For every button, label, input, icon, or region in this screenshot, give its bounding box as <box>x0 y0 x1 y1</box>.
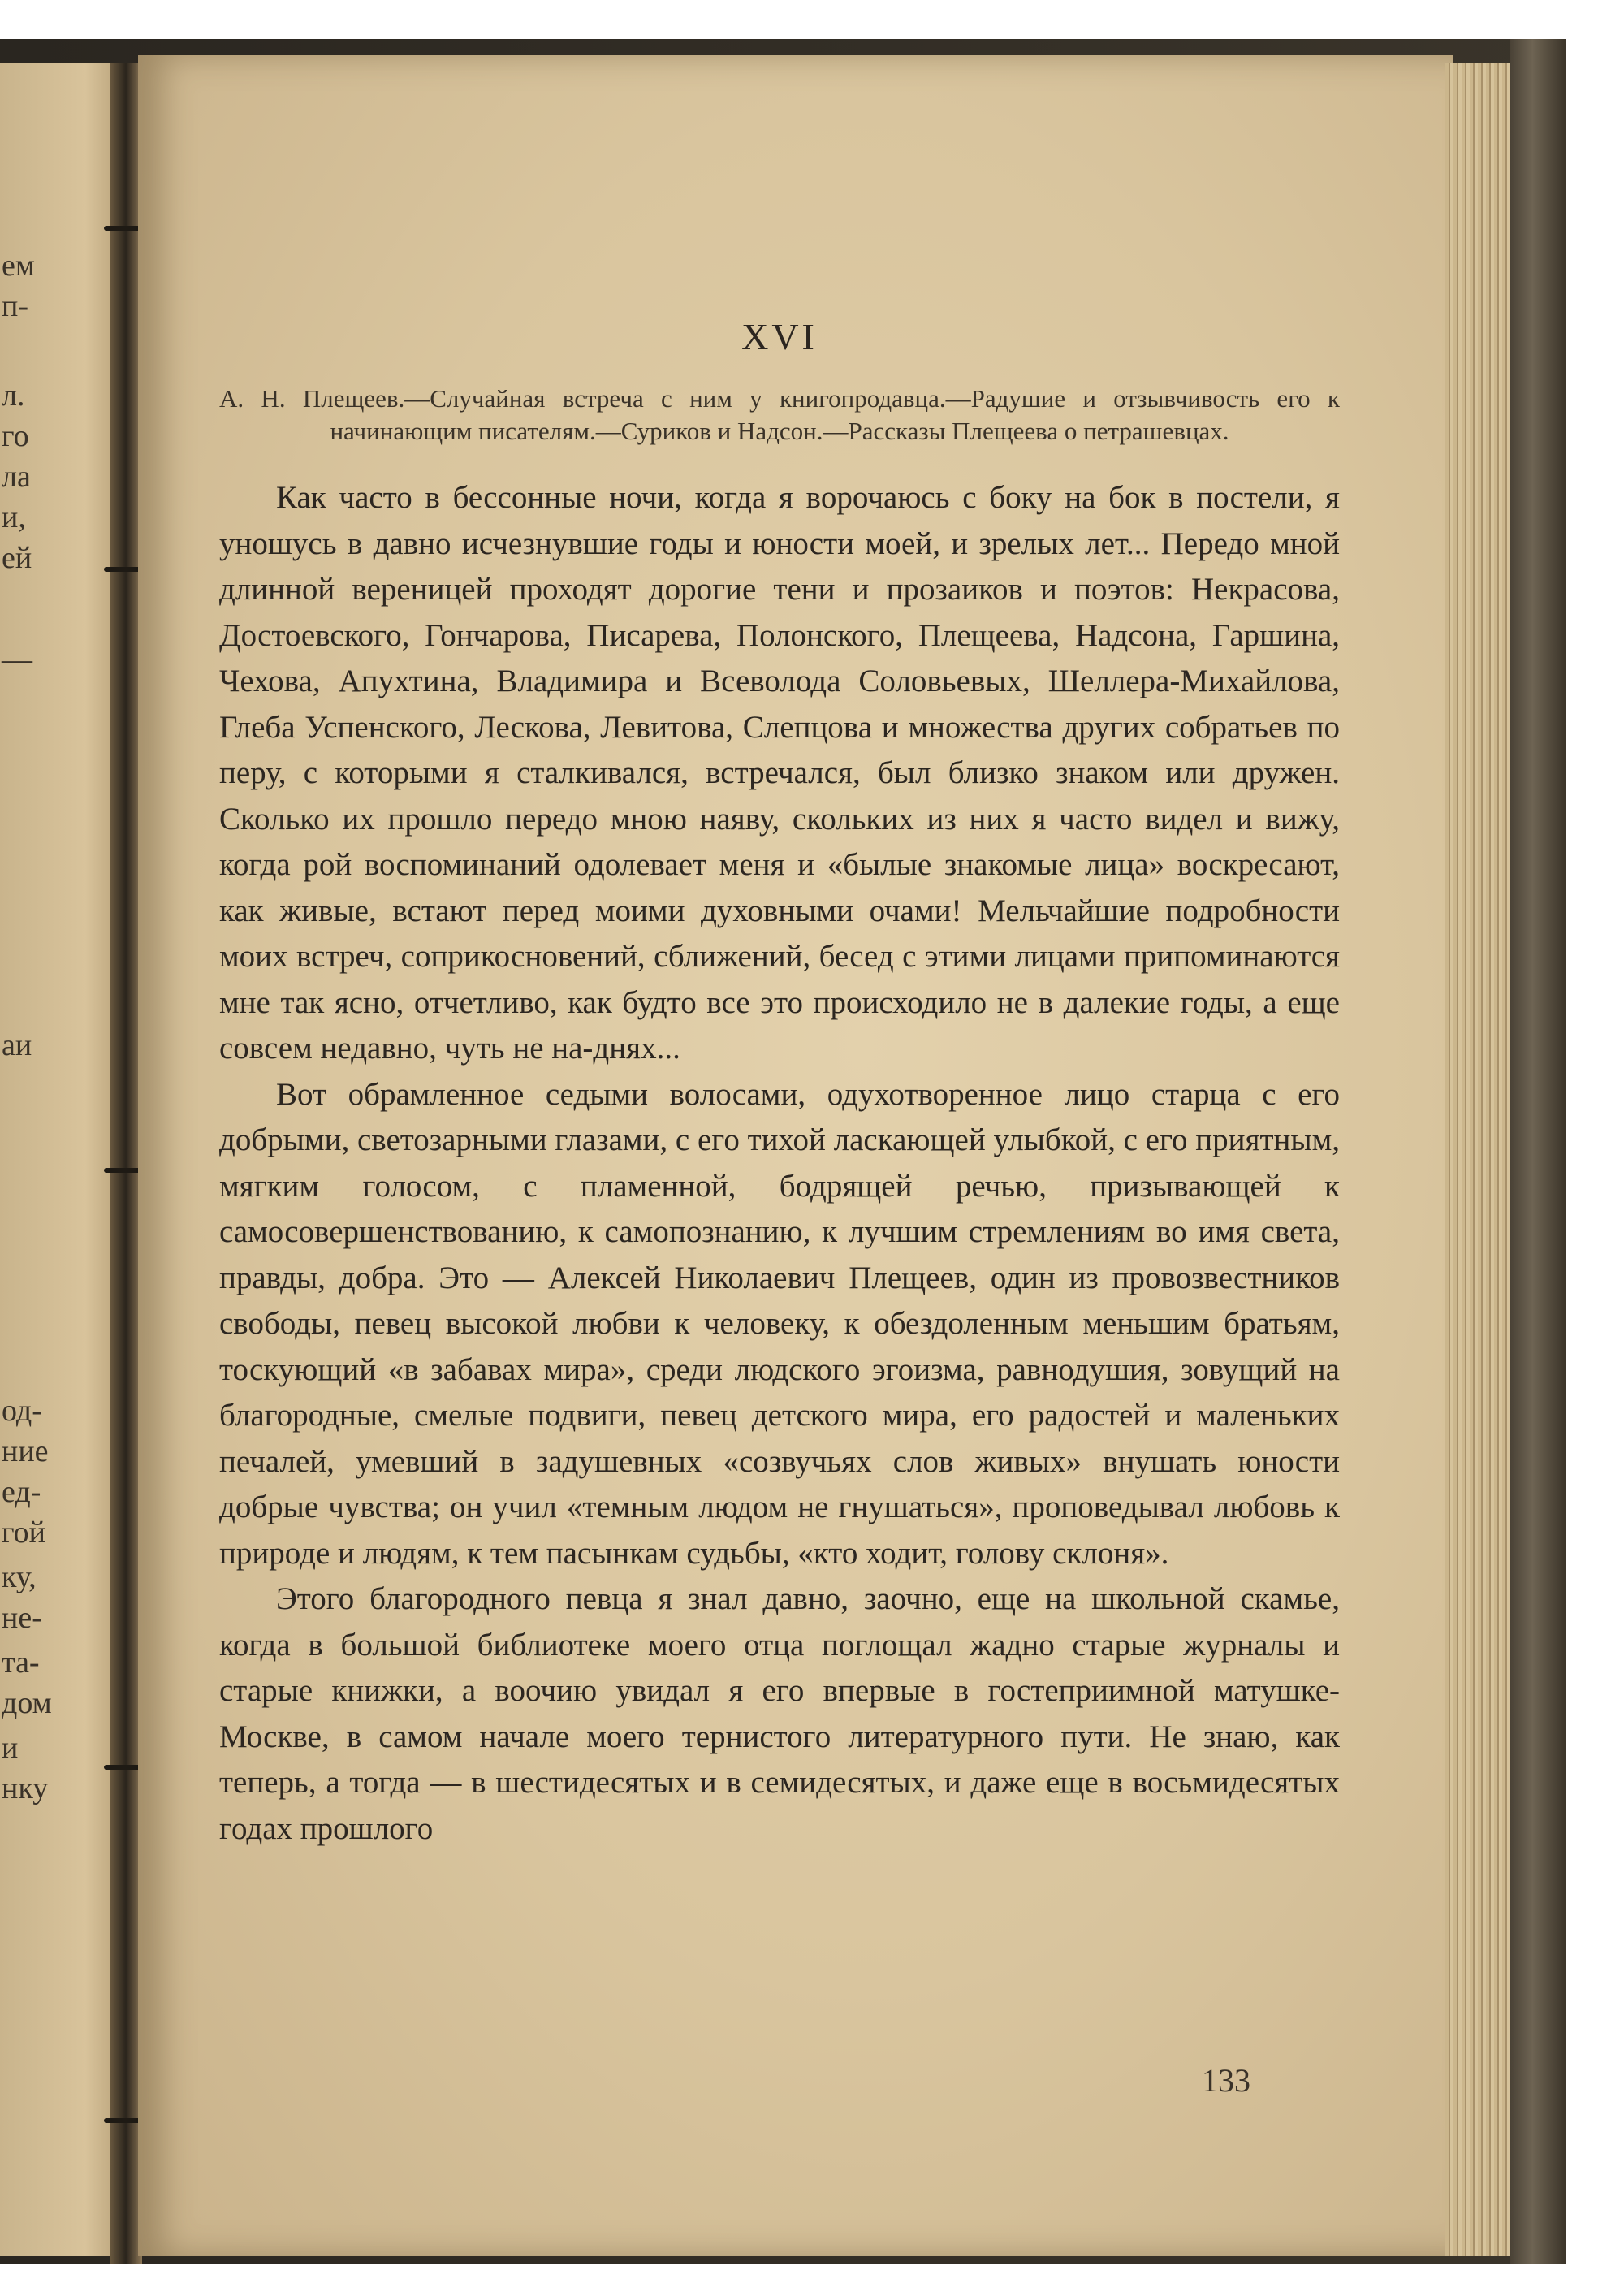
chapter-heading: XVI <box>741 316 818 357</box>
left-page <box>0 63 122 2256</box>
left-fragment: та- <box>2 1645 40 1680</box>
left-fragment: ла <box>2 460 31 494</box>
book-cover-edge <box>1510 39 1566 2264</box>
left-fragment: од- <box>2 1394 42 1428</box>
left-fragment: ку, <box>2 1560 37 1594</box>
body-paragraph: Этого благородного певца я знал давно, заочно, еще на школьной скамье, когда в большой библиотеке моего отца поглощал жадно старые журналы и старые книжки, а воочию увидал я его впервые в гостеприимной матушке-Москве, в самом начале моего тернистого литературного пути. Не знаю, как теперь, а тогда — в шестидесятых и в семидесятых, и даже еще в восьмидесятых годах прошлого <box>219 1581 1340 1846</box>
left-fragment: и <box>2 1731 19 1765</box>
left-fragment: л. <box>2 378 25 413</box>
left-fragment: дом <box>2 1686 52 1720</box>
left-fragment: не- <box>2 1601 42 1635</box>
left-fragment: — <box>2 642 32 677</box>
left-fragment: ед- <box>2 1475 41 1509</box>
left-page-text-fragments <box>0 63 52 2256</box>
page-number: 133 <box>1202 2062 1250 2099</box>
left-fragment: гой <box>2 1516 45 1550</box>
left-fragment: аи <box>2 1028 32 1062</box>
book-photo <box>0 39 1566 2264</box>
book-gutter <box>110 63 142 2264</box>
left-fragment: ние <box>2 1434 49 1468</box>
left-fragment: п- <box>2 289 28 323</box>
body-paragraph: Вот обрамленное седыми волосами, одухотворенное лицо старца с его добрыми, светозарными глазами, с его тихой ласкающей улыбкой, с его приятным, мягким голосом, с пламенной, бодрящей речью, призывающей к самосовершенствованию, к самопознанию, к лучшим стремлениям во имя света, правды, добра. Это — Алексей Николаевич Плещеев, один из провозвестников свободы, певец высокой любви к человеку, к обездоленным меньшим братьям, тоскующий «в забавах мира», среди людского эгоизма, равнодушия, зовущий на благородные, смелые подвиги, певец детского мира, его радостей и маленьких печалей, умевший в задушевных «созвучьях слов живых» внушать юности добрые чувства; он учил «темным людом не гнушаться», проповедывал любовь к природе и людям, к тем пасынкам судьбы, «кто ходит, голову склоня». <box>219 1076 1340 1571</box>
page-edges <box>1445 63 1510 2256</box>
body-paragraph: Как часто в бессонные ночи, когда я ворочаюсь с боку на бок в постели, я уношусь в давно исчезнувшие годы и юности моей, и зрелых лет... Передо мной длинной вереницей проходят дорогие тени и прозаиков и поэтов: Некрасова, Достоевского, Гончарова, Писарева, Полонского, Плещеева, Надсона, Гаршина, Чехова, Апухтина, Владимира и Всеволода Соловьевых, Шеллера-Михайлова, Глеба Успенского, Лескова, Левитова, Слепцова и множества других собратьев по перу, с которыми я сталкивался, встречался, был близко знаком или дружен. Сколько их прошло передо мною наяву, скольких из них я часто видел и вижу, когда рой воспоминаний одолевает меня и «былые знакомые лица» воскресают, как живые, встают перед моими духовными очами! Мельчайшие подробности моих встреч, соприкосновений, сближений, бесед с этими лицами припоминаются мне так ясно, отчетливо, как будто все это происходило не в далекие годы, а еще совсем недавно, чуть не на-днях... <box>219 480 1340 1066</box>
page-content <box>219 315 1340 1852</box>
left-fragment: и, <box>2 500 26 534</box>
left-fragment: ем <box>2 249 35 283</box>
left-fragment: нку <box>2 1771 49 1805</box>
chapter-summary: А. Н. Плещеев.—Случайная встреча с ним у книгопродавца.—Радушие и отзывчивость его к начинающим писателям.—Суриков и Надсон.—Рассказы Плещеева о петрашевцах. <box>219 384 1340 445</box>
left-fragment: ей <box>2 541 32 575</box>
left-fragment: го <box>2 419 29 453</box>
